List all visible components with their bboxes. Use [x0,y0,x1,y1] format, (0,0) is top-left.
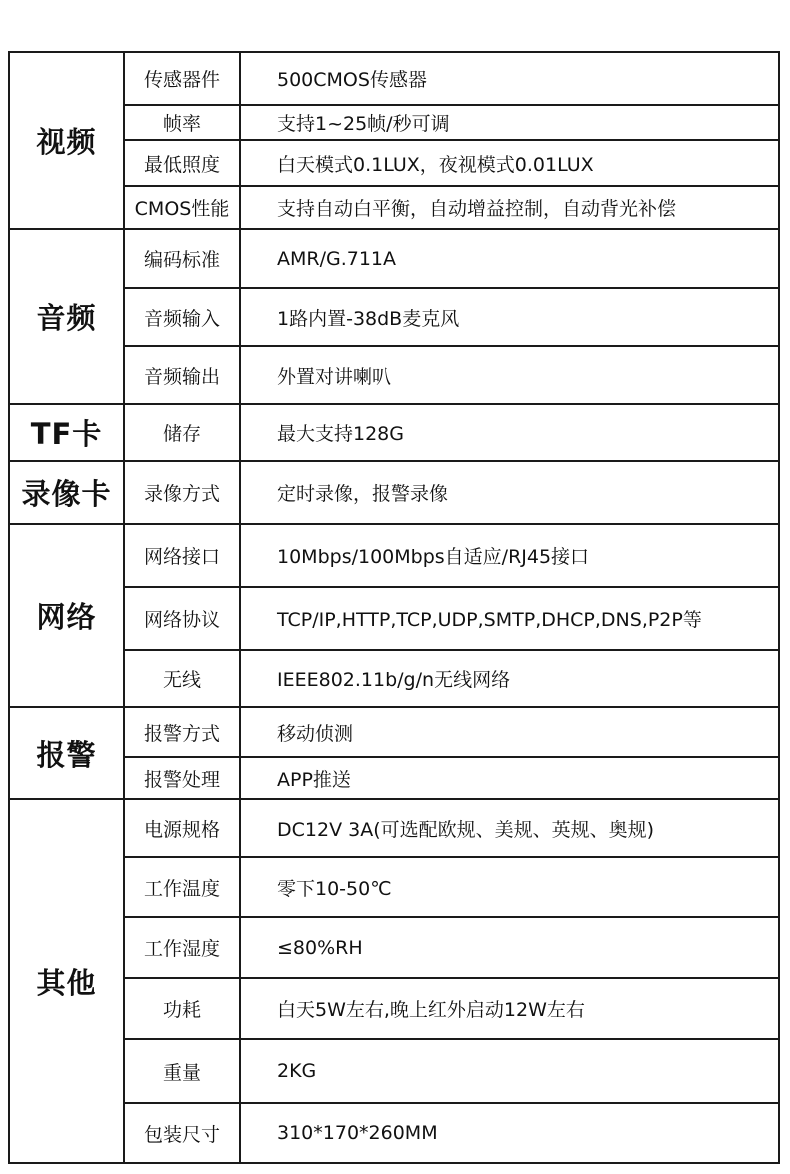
table-row [9,799,779,857]
spec-value-sensor: 500CMOS传感器 [240,52,779,105]
table-row [9,1039,779,1103]
table-row [9,229,779,288]
spec-value-alarm-handling: APP推送 [240,757,779,799]
spec-value-power: DC12V 3A(可选配欧规、美规、英规、奥规) [240,799,779,857]
category-alarm: 报警 [9,707,124,799]
spec-value-min-illumination: 白天模式0.1LUX，夜视模式0.01LUX [240,140,779,186]
table-row [9,288,779,346]
spec-value-audio-input: 1路内置-38dB麦克风 [240,288,779,346]
table-row [9,587,779,650]
spec-name-frame-rate: 帧率 [124,105,240,140]
table-row [9,404,779,461]
spec-name-sensor: 传感器件 [124,52,240,105]
spec-value-wireless: IEEE802.11b/g/n无线网络 [240,650,779,707]
category-network: 网络 [9,524,124,707]
spec-value-audio-output: 外置对讲喇叭 [240,346,779,404]
spec-name-audio-input: 音频输入 [124,288,240,346]
table-row [9,757,779,799]
category-tf-card: TF卡 [9,404,124,461]
table-row [9,857,779,917]
table-row [9,140,779,186]
category-recording: 录像卡 [9,461,124,524]
table-row [9,105,779,140]
spec-table [8,51,780,1164]
category-other: 其他 [9,799,124,1163]
spec-value-package-size: 310*170*260MM [240,1103,779,1163]
spec-value-weight: 2KG [240,1039,779,1103]
spec-value-cmos-performance: 支持自动白平衡，自动增益控制，自动背光补偿 [240,186,779,229]
spec-name-working-humidity: 工作湿度 [124,917,240,978]
table-row [9,978,779,1039]
spec-name-power: 电源规格 [124,799,240,857]
spec-name-alarm-handling: 报警处理 [124,757,240,799]
spec-name-wireless: 无线 [124,650,240,707]
spec-name-power-consumption: 功耗 [124,978,240,1039]
spec-name-audio-codec: 编码标准 [124,229,240,288]
spec-value-audio-codec: AMR/G.711A [240,229,779,288]
table-row [9,707,779,757]
spec-name-alarm-mode: 报警方式 [124,707,240,757]
spec-name-cmos-performance: CMOS性能 [124,186,240,229]
category-audio: 音频 [9,229,124,404]
spec-value-recording-mode: 定时录像，报警录像 [240,461,779,524]
spec-value-alarm-mode: 移动侦测 [240,707,779,757]
spec-name-network-protocol: 网络协议 [124,587,240,650]
spec-name-min-illumination: 最低照度 [124,140,240,186]
spec-name-working-temperature: 工作温度 [124,857,240,917]
spec-name-network-interface: 网络接口 [124,524,240,587]
spec-value-working-temperature: 零下10-50℃ [240,857,779,917]
spec-name-audio-output: 音频输出 [124,346,240,404]
spec-value-power-consumption: 白天5W左右,晚上红外启动12W左右 [240,978,779,1039]
table-row [9,917,779,978]
spec-value-storage: 最大支持128G [240,404,779,461]
table-row [9,52,779,105]
spec-value-network-interface: 10Mbps/100Mbps自适应/RJ45接口 [240,524,779,587]
table-row [9,461,779,524]
category-video: 视频 [9,52,124,229]
spec-value-working-humidity: ≤80%RH [240,917,779,978]
spec-value-frame-rate: 支持1~25帧/秒可调 [240,105,779,140]
table-row [9,346,779,404]
table-row [9,186,779,229]
spec-name-package-size: 包装尺寸 [124,1103,240,1163]
table-row [9,524,779,587]
spec-value-network-protocol: TCP/IP,HTTP,TCP,UDP,SMTP,DHCP,DNS,P2P等 [240,587,779,650]
table-row [9,650,779,707]
table-row [9,1103,779,1163]
spec-name-storage: 储存 [124,404,240,461]
spec-name-recording-mode: 录像方式 [124,461,240,524]
spec-name-weight: 重量 [124,1039,240,1103]
